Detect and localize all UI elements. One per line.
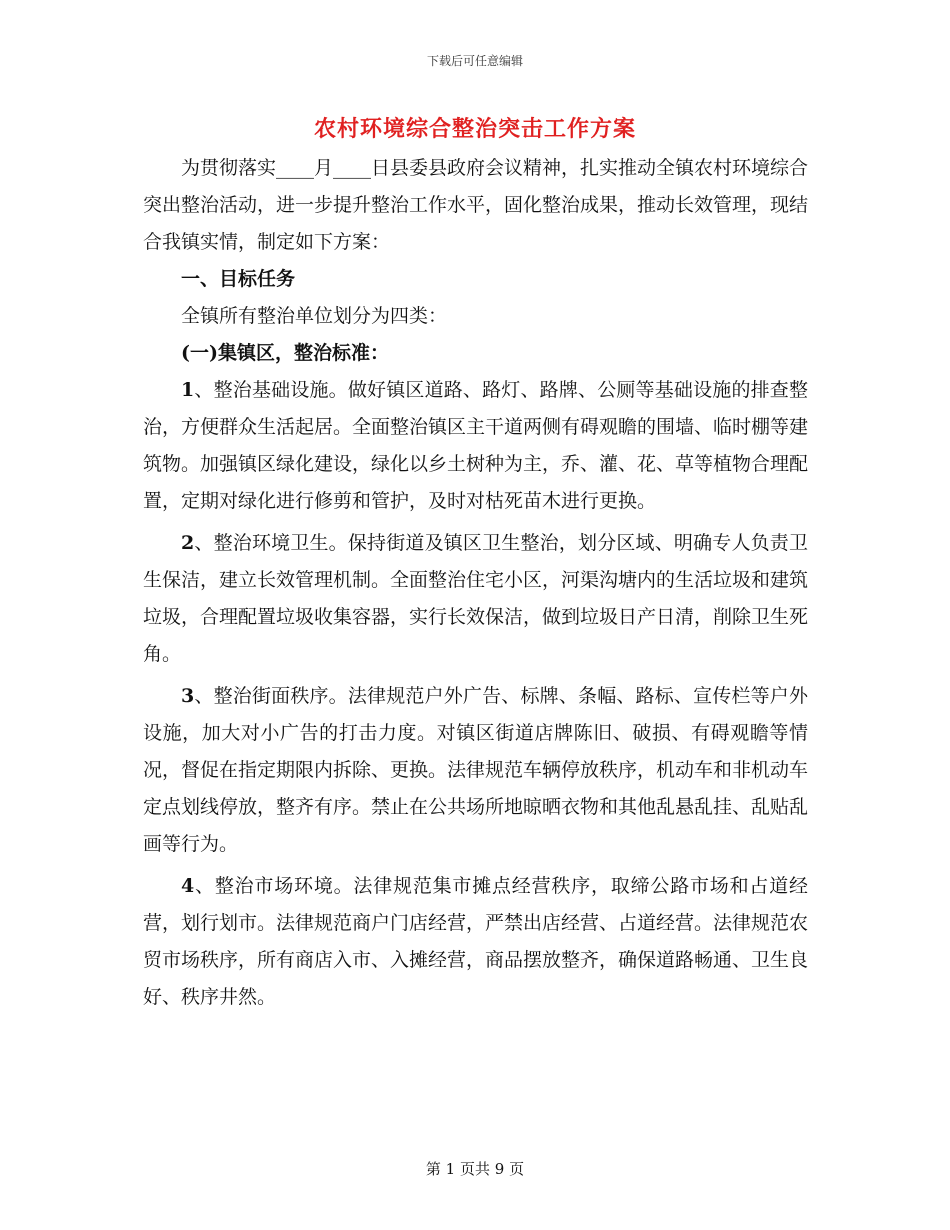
item-number: 1 [181, 379, 195, 401]
intro-paragraph: 为贯彻落实____月____日县委县政府会议精神，扎实推动全镇农村环境综合突出整治活动，进一步提升整治工作水平，固化整治成果，推动长效管理，现结合我镇实情，制定如下方案： [143, 157, 809, 253]
item-infrastructure [143, 372, 808, 520]
item-text: 、整治街面秩序。法律规范户外广告、标牌、条幅、路标、宣传栏等户外设施，加大对小广告的打击力度。对镇区街道店牌陈旧、破损、有碍观瞻等情况，督促在指定期限内拆除、更换。法律规范车辆停放秩序，机动车和非机动车定点划线停放，整齐有序。禁止在公共场所地晾晒衣物和其他乱悬乱挂、乱贴乱画等行为。 [143, 685, 809, 855]
item-street-order [143, 678, 808, 863]
item-number: 3 [181, 685, 195, 707]
page-header: 下载后可任意编辑 [426, 54, 523, 68]
units-paragraph: 全镇所有整治单位划分为四类： [181, 305, 448, 327]
subsection-heading-town: (一)集镇区，整治标准： [181, 342, 389, 364]
item-market [143, 868, 808, 1016]
item-sanitation [143, 525, 808, 673]
item-number: 2 [181, 532, 195, 554]
item-text: 、整治基础设施。做好镇区道路、路灯、路牌、公厕等基础设施的排查整治，方便群众生活起居。全面整治镇区主干道两侧有碍观瞻的围墙、临时棚等建筑物。加强镇区绿化建设，绿化以乡土树种为主，乔、灌、花、草等植物合理配置，定期对绿化进行修剪和管护，及时对枯死苗木进行更换。 [143, 379, 809, 512]
section-heading-goals: 一、目标任务 [181, 268, 296, 290]
page-footer: 第 1 页共 9 页 [425, 1160, 525, 1178]
document-title: 农村环境综合整治突击工作方案 [313, 116, 636, 142]
document-body [143, 150, 808, 1016]
item-text: 、整治市场环境。法律规范集市摊点经营秩序，取缔公路市场和占道经营，划行划市。法律规范商户门店经营，严禁出店经营、占道经营。法律规范农贸市场秩序，所有商店入市、入摊经营，商品摆放整齐，确保道路畅通、卫生良好、秩序井然。 [143, 875, 809, 1008]
item-number: 4 [181, 875, 195, 897]
item-text: 、整治环境卫生。保持街道及镇区卫生整治，划分区域、明确专人负责卫生保洁，建立长效管理机制。全面整治住宅小区，河渠沟塘内的生活垃圾和建筑垃圾，合理配置垃圾收集容器，实行长效保洁，做到垃圾日产日清，削除卫生死角。 [143, 532, 809, 665]
